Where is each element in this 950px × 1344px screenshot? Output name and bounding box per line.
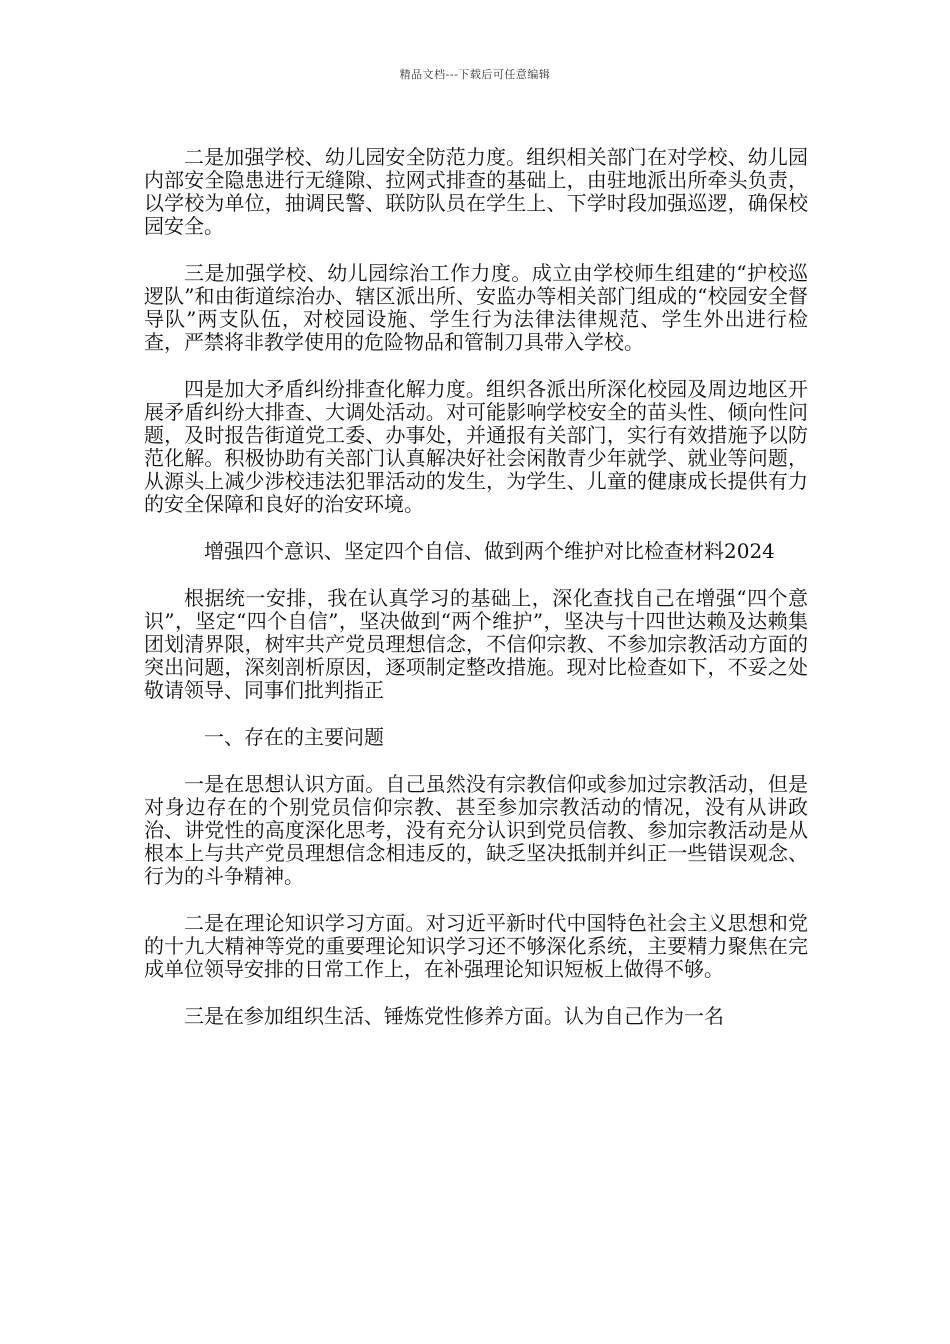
document-body (144, 146, 808, 1052)
paragraph-ideological-awareness: 一是在思想认识方面。自己虽然没有宗教信仰或参加过宗教活动，但是对身边存在的个别党员信仰宗教、甚至参加宗教活动的情况，没有从讲政治、讲党性的高度深化思考，没有充分认识到党员信教、参加宗教活动是从根本上与共产党员理想信念相违反的，缺乏坚决抵制并纠正一些错误观念、行为的斗争精神。 (144, 772, 808, 888)
paragraph-dispute-resolution: 四是加大矛盾纠纷排查化解力度。组织各派出所深化校园及周边地区开展矛盾纠纷大排查、大调处活动。对可能影响学校安全的苗头性、倾向性问题，及时报告街道党工委、办事处，并通报有关部门，实行有效措施予以防范化解。积极协助有关部门认真解决好社会闲散青少年就学、就业等问题，从源头上减少涉校违法犯罪活动的发生，为学生、儿童的健康成长提供有力的安全保障和良好的治安环境。 (144, 377, 808, 516)
document-title: 增强四个意识、坚定四个自信、做到两个维护对比检查材料2024 (204, 539, 775, 563)
paragraph-introduction: 根据统一安排，我在认真学习的基础上，深化查找自己在增强“四个意识”，坚定“四个自信”，坚决做到“两个维护”，坚决与十四世达赖及达赖集团划清界限，树牢共产党员理想信念，不信仰宗教、不参加宗教活动方面的突出问题，深刻剖析原因，逐项制定整改措施。现对比检查如下，不妥之处敬请领导、同事们批判指正 (144, 586, 808, 702)
section-heading: 一、存在的主要问题 (204, 725, 384, 749)
paragraph-school-governance: 三是加强学校、幼儿园综治工作力度。成立由学校师生组建的“护校巡逻队”和由街道综治办、辖区派出所、安监办等相关部门组成的“校园安全督导队”两支队伍，对校园设施、学生行为法律法律规范、学生外出进行检查，严禁将非教学使用的危险物品和管制刀具带入学校。 (144, 261, 808, 354)
paragraph-organizational-life: 三是在参加组织生活、锤炼党性修养方面。认为自己作为一名 (184, 1004, 724, 1028)
page-header: 精品文档---下载后可任意编辑 (399, 68, 551, 81)
paragraph-theory-study: 二是在理论知识学习方面。对习近平新时代中国特色社会主义思想和党的十九大精神等党的重要理论知识学习还不够深化系统，主要精力聚焦在完成单位领导安排的日常工作上，在补强理论知识短板上做得不够。 (144, 911, 808, 981)
paragraph-school-security: 二是加强学校、幼儿园安全防范力度。组织相关部门在对学校、幼儿园内部安全隐患进行无缝隙、拉网式排查的基础上，由驻地派出所牵头负责，以学校为单位，抽调民警、联防队员在学生上、下学时段加强巡逻，确保校园安全。 (144, 145, 808, 238)
